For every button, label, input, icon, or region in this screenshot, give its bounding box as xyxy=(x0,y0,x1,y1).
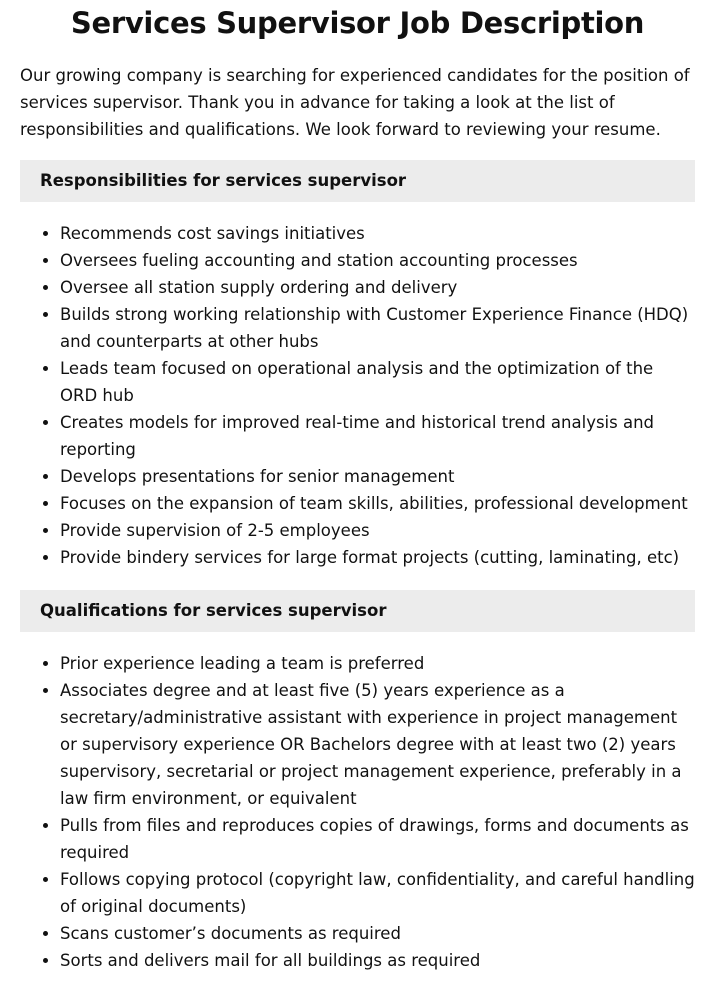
qualifications-list xyxy=(20,650,695,974)
list-item: • Oversee all station supply ordering and delivery xyxy=(60,274,695,301)
list-item: • Provide bindery services for large format projects (cutting, laminating, etc) xyxy=(60,544,695,571)
list-item: • Sorts and delivers mail for all buildings as required xyxy=(60,947,695,974)
responsibilities-heading: Responsibilities for services supervisor xyxy=(20,160,695,202)
responsibilities-list xyxy=(20,220,695,571)
list-item: • Leads team focused on operational analysis and the optimization of the ORD hub xyxy=(60,355,695,409)
list-item: • Prior experience leading a team is preferred xyxy=(60,650,695,677)
page-title: Services Supervisor Job Description xyxy=(70,6,645,40)
intro-paragraph: Our growing company is searching for experienced candidates for the position of services supervisor. Thank you in advance for taking a look at the list of responsibilities and qualifications. We look forward to reviewing your resume. xyxy=(20,66,690,139)
list-item: • Scans customer’s documents as required xyxy=(60,920,695,947)
list-item: • Associates degree and at least five (5) years experience as a secretary/administrative assistant with experience in project management or supervisory experience OR Bachelors degree with at least two (2) years supervisory, secretarial or project management experience, preferably in a law firm environment, or equivalent xyxy=(60,677,695,812)
list-item: • Focuses on the expansion of team skills, abilities, professional development xyxy=(60,490,695,517)
list-item: • Recommends cost savings initiatives xyxy=(60,220,695,247)
list-item: • Provide supervision of 2-5 employees xyxy=(60,517,695,544)
list-item: • Builds strong working relationship with Customer Experience Finance (HDQ) and counterparts at other hubs xyxy=(60,301,695,355)
qualifications-heading: Qualifications for services supervisor xyxy=(20,590,695,632)
list-item: • Follows copying protocol (copyright law, confidentiality, and careful handling of original documents) xyxy=(60,866,695,920)
list-item: • Oversees fueling accounting and station accounting processes xyxy=(60,247,695,274)
list-item: • Creates models for improved real-time and historical trend analysis and reporting xyxy=(60,409,695,463)
list-item: • Pulls from files and reproduces copies of drawings, forms and documents as required xyxy=(60,812,695,866)
list-item: • Develops presentations for senior management xyxy=(60,463,695,490)
